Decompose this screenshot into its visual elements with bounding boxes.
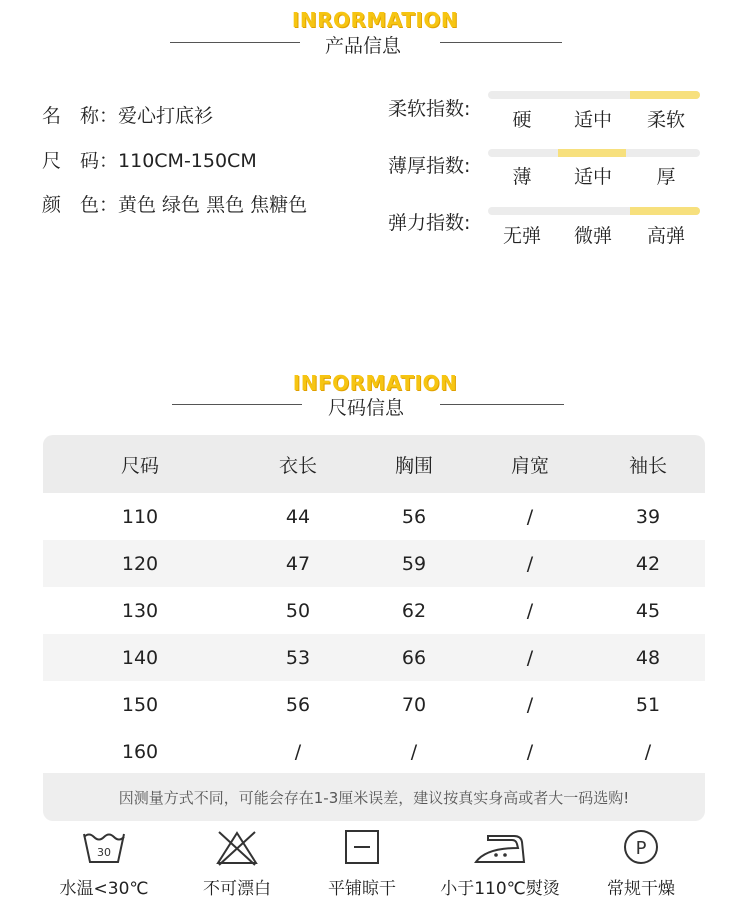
product-name-value: 爱心打底衫 xyxy=(118,105,214,127)
product-name-label: 名 称： xyxy=(42,105,119,127)
elasticity-option-high: 高弹 xyxy=(646,225,685,247)
table-row xyxy=(43,634,705,681)
table-cell: / xyxy=(410,740,418,763)
product-size-row xyxy=(42,146,257,173)
care-item-dry-clean xyxy=(576,828,706,899)
header-size: 尺码 xyxy=(120,454,159,477)
product-color-label: 颜 色： xyxy=(42,194,119,216)
header-chest: 胸围 xyxy=(394,454,433,477)
divider-line-left xyxy=(172,404,302,405)
care-label-wash: 水温<30℃ xyxy=(59,879,149,899)
wash-30-icon xyxy=(81,828,127,868)
table-cell: 150 xyxy=(121,693,159,716)
softness-option-hard: 硬 xyxy=(512,109,532,131)
care-item-iron xyxy=(435,828,565,899)
table-cell: / xyxy=(526,505,534,528)
size-table-note: 因测量方式不同，可能会存在1-3厘米误差，建议按真实身高或者大一码选购! xyxy=(43,773,705,821)
table-cell: / xyxy=(526,693,534,716)
table-cell: 42 xyxy=(635,552,661,575)
product-color-row xyxy=(42,190,307,217)
table-cell: 120 xyxy=(121,552,159,575)
table-cell: 39 xyxy=(635,505,661,528)
product-section-title-en: INRORMATION xyxy=(291,8,459,32)
header-shoulder: 肩宽 xyxy=(510,454,549,477)
table-row xyxy=(43,540,705,587)
table-cell: 51 xyxy=(635,693,661,716)
table-cell: 45 xyxy=(635,599,661,622)
size-section-title-en: INFORMATION xyxy=(292,371,458,395)
table-cell: 62 xyxy=(401,599,427,622)
header-length: 衣长 xyxy=(278,454,317,477)
table-cell: 160 xyxy=(121,740,159,763)
thickness-index-label: 薄厚指数: xyxy=(388,155,471,177)
softness-option-medium: 适中 xyxy=(573,109,612,131)
table-row xyxy=(43,587,705,634)
table-cell: / xyxy=(526,599,534,622)
table-cell: 66 xyxy=(401,646,427,669)
table-cell: 56 xyxy=(401,505,427,528)
size-section-header xyxy=(0,371,750,395)
product-size-label: 尺 码： xyxy=(42,150,119,172)
elasticity-index-bar xyxy=(488,207,700,215)
size-table xyxy=(43,435,705,821)
thickness-index-bar xyxy=(488,149,700,157)
product-section-header xyxy=(0,8,750,32)
table-cell: / xyxy=(526,740,534,763)
divider-line-right xyxy=(440,404,564,405)
table-cell: / xyxy=(526,552,534,575)
header-sleeve: 袖长 xyxy=(628,454,667,477)
product-name-row xyxy=(42,101,213,128)
dry-clean-p-icon xyxy=(618,828,664,868)
elasticity-index-label: 弹力指数: xyxy=(388,212,471,234)
product-size-value: 110CM-150CM xyxy=(118,150,257,172)
care-item-flat-dry xyxy=(297,828,427,899)
elasticity-option-none: 无弹 xyxy=(502,225,541,247)
table-cell: 130 xyxy=(121,599,159,622)
size-table-header xyxy=(43,435,705,493)
table-cell: 53 xyxy=(285,646,311,669)
elasticity-index-highlight xyxy=(630,207,700,215)
table-row xyxy=(43,493,705,540)
table-row xyxy=(43,681,705,728)
care-item-no-bleach xyxy=(172,828,302,899)
softness-index-bar xyxy=(488,91,700,99)
care-label-iron: 小于110℃熨烫 xyxy=(440,879,560,899)
softness-index-label: 柔软指数: xyxy=(388,98,471,120)
wash-temp-badge: 30 xyxy=(97,846,111,859)
product-section-title-cn: 产品信息 xyxy=(325,35,402,57)
table-cell: 110 xyxy=(121,505,159,528)
care-label-no-bleach: 不可漂白 xyxy=(203,879,271,899)
iron-icon xyxy=(472,828,528,868)
table-cell: 47 xyxy=(285,552,311,575)
table-cell: 59 xyxy=(401,552,427,575)
care-label-flat-dry: 平铺晾干 xyxy=(328,879,396,899)
table-cell: 56 xyxy=(285,693,311,716)
flat-dry-icon xyxy=(339,828,385,868)
product-color-value: 黄色 绿色 黑色 焦糖色 xyxy=(118,194,308,216)
thickness-option-thick: 厚 xyxy=(656,166,676,188)
thickness-option-thin: 薄 xyxy=(512,166,532,188)
table-cell: 44 xyxy=(285,505,311,528)
thickness-index-highlight xyxy=(558,149,626,157)
table-cell: / xyxy=(644,740,652,763)
table-row xyxy=(43,728,705,775)
care-label-dry: 常规干燥 xyxy=(607,879,675,899)
softness-index-highlight xyxy=(630,91,700,99)
size-section-title-cn: 尺码信息 xyxy=(328,397,405,419)
no-bleach-icon xyxy=(214,828,260,868)
table-cell: 48 xyxy=(635,646,661,669)
softness-option-soft: 柔软 xyxy=(646,109,685,131)
table-cell: / xyxy=(526,646,534,669)
divider-line-left xyxy=(170,42,300,43)
divider-line-right xyxy=(440,42,562,43)
table-cell: 50 xyxy=(285,599,311,622)
thickness-option-medium: 适中 xyxy=(573,166,612,188)
care-item-wash xyxy=(39,828,169,899)
dry-clean-badge: P xyxy=(635,838,647,859)
table-cell: / xyxy=(294,740,302,763)
table-cell: 70 xyxy=(401,693,427,716)
table-cell: 140 xyxy=(121,646,159,669)
elasticity-option-slight: 微弹 xyxy=(573,225,612,247)
